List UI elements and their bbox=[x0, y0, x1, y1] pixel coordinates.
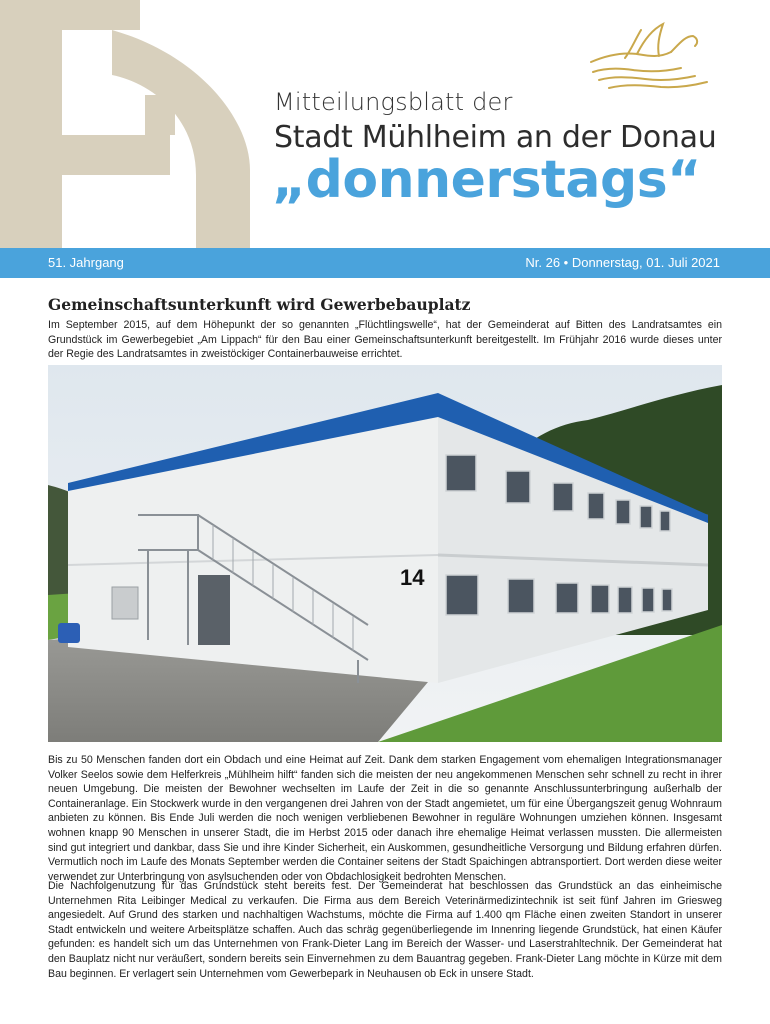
masthead-town: Stadt Mühlheim an der Donau bbox=[274, 120, 717, 155]
article-intro: Im September 2015, auf dem Höhepunkt der so genannten „Flüchtlingswelle“, hat der Gemeinderat auf Bitten des Landratsamtes ein Grundstück im Gewerbegebiet „Am Lippach“ für den Bau einer Gemeinschaftsunterkunft bereitgestellt. Im Frühjahr 2016 wurde dieses unter der Regie des Landratsamtes in zweistöckiger Containerbauweise errichtet. bbox=[48, 319, 722, 361]
goose-logo-icon bbox=[585, 22, 715, 92]
masthead-title: „donnerstags“ bbox=[272, 150, 701, 210]
article-body-1: Bis zu 50 Menschen fanden dort ein Obdach und eine Heimat auf Zeit. Dank dem starken Engagement vom ehemaligen Integrationsmanager Volker Seelos sowie dem Helferkreis „Mühlheim hilft“ fanden sich die meisten der neu angekommenen Menschen sehr schnell zu recht in ihrer neuen Umgebung. Die meisten der Bewohner wechselten im Laufe der Zeit in die so genannte Anschlussunterbringung außerhalb der Containeranlage. Ein Stockwerk wurde in den vergangenen drei Jahren von der Stadt angemietet, um für eine Übergangszeit genug Wohnraum anbieten zu können. Bis Ende Juli werden die noch wenigen verbliebenen Bewohner in reguläre Wohnungen umziehen können. Insgesamt wohnen knapp 90 Menschen in unserer Stadt, die im Herbst 2015 oder danach ihre ehemalige Heimat verlassen mussten. Die allermeisten sind gut integriert und dankbar, dass Sie und ihre Kinder Sicherheit, ein Auskommen, gesundheitliche Versorgung und Bildung erfahren dürfen. Vermutlich noch im Laufe des Monats September werden die Container seitens der Stadt Spaichingen abtransportiert. Dort werden diese weiter verwendet zur Unterbringung von asylsuchenden oder von Obdachlosigkeit bedrohten Menschen. bbox=[48, 754, 722, 883]
masthead-subtitle: Mitteilungsblatt der bbox=[274, 88, 513, 116]
issue-bar bbox=[0, 248, 770, 278]
article-body-2: Die Nachfolgenutzung für das Grundstück steht bereits fest. Der Gemeinderat hat beschlossen das Grundstück an das einheimische Unternehmen Rita Leibinger Medical zu verkaufen. Die Firma aus dem Bereich Veterinärmedizintechnik ist seit fünf Jahren im Griesweg angesiedelt. Auf Grund des starken und nachhaltigen Wachstums, möchte die Firma auf 1.400 qm Fläche einen zweiten Standort in unserer Stadt entwickeln und weitere Arbeitsplätze schaffen. Auch das schräg gegenüberliegende im Innenring liegende Grundstück, hat einen Käufer gefunden: es handelt sich um das Unternehmen von Frank-Dieter Lang im Bereich der Wasser- und Laserstrahltechnik. Der Gemeinderat hat den Bauplatz nicht nur veräußert, sondern bereits sein Einvernehmen zu dem Bauantrag gegeben. Frank-Dieter Lang möchte in Kürze mit dem Bau beginnen. Er verlagert sein Unternehmen vom Gewerbepark in Neuhausen ob Eck in unsere Stadt. bbox=[48, 880, 722, 980]
issue-label: Nr. 26 • Donnerstag, 01. Juli 2021 bbox=[525, 255, 720, 270]
article-headline: Gemeinschaftsunterkunft wird Gewerbebauplatz bbox=[48, 295, 471, 314]
container-building-photo bbox=[48, 365, 722, 742]
background-wheel-graphic bbox=[0, 0, 270, 248]
volume-label: 51. Jahrgang bbox=[48, 255, 124, 270]
house-number: 14 bbox=[400, 565, 425, 590]
